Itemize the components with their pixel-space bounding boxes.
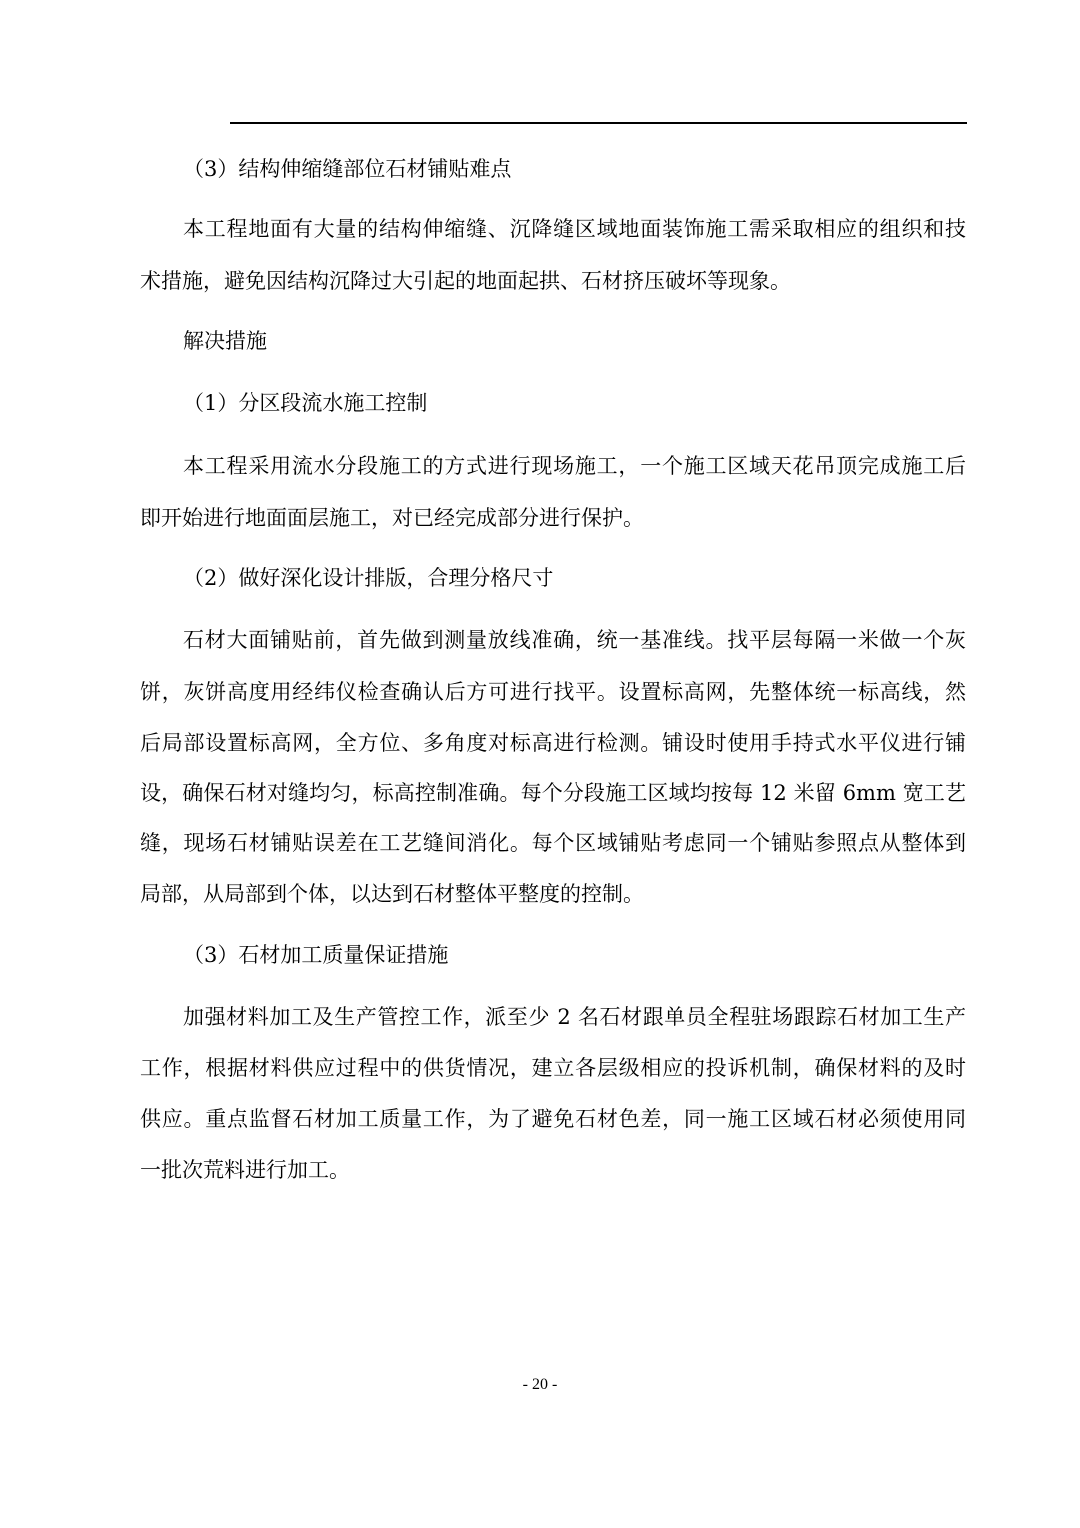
paragraph-line: 石材大面铺贴前，首先做到测量放线准确，统一基准线。找平层每隔一米做一个灰 <box>183 628 966 652</box>
section-heading-quality: （3）石材加工质量保证措施 <box>183 943 449 967</box>
paragraph-line: 设，确保石材对缝均匀，标高控制准确。每个分段施工区域均按每 12 米留 6mm 宽工艺 <box>140 781 966 805</box>
paragraph-line: 本工程采用流水分段施工的方式进行现场施工，一个施工区域天花吊顶完成施工后 <box>183 454 966 478</box>
paragraph-line: 饼，灰饼高度用经纬仪检查确认后方可进行找平。设置标高网，先整体统一标高线，然 <box>140 680 966 704</box>
section-heading-zoning: （1）分区段流水施工控制 <box>183 391 428 415</box>
header-rule <box>230 122 967 124</box>
paragraph-line: 本工程地面有大量的结构伸缩缝、沉降缝区域地面装饰施工需采取相应的组织和技 <box>183 217 966 241</box>
paragraph-line: 供应。重点监督石材加工质量工作，为了避免石材色差，同一施工区域石材必须使用同 <box>140 1107 966 1131</box>
paragraph-line: 局部，从局部到个体，以达到石材整体平整度的控制。 <box>140 882 644 906</box>
paragraph-line: 即开始进行地面面层施工，对已经完成部分进行保护。 <box>140 506 644 530</box>
section-heading-solutions: 解决措施 <box>183 329 267 353</box>
paragraph-line: 缝，现场石材铺贴误差在工艺缝间消化。每个区域铺贴考虑同一个铺贴参照点从整体到 <box>140 831 966 855</box>
page-number: - 20 - <box>522 1376 558 1393</box>
section-heading-layout-design: （2）做好深化设计排版，合理分格尺寸 <box>183 566 554 590</box>
paragraph-line: 术措施，避免因结构沉降过大引起的地面起拱、石材挤压破坏等现象。 <box>140 269 791 293</box>
paragraph-line: 一批次荒料进行加工。 <box>140 1158 350 1182</box>
section-heading-expansion-joint: （3）结构伸缩缝部位石材铺贴难点 <box>183 157 512 181</box>
paragraph-line: 后局部设置标高网，全方位、多角度对标高进行检测。铺设时使用手持式水平仪进行铺 <box>140 731 966 755</box>
paragraph-line: 工作，根据材料供应过程中的供货情况，建立各层级相应的投诉机制，确保材料的及时 <box>140 1056 966 1080</box>
paragraph-line: 加强材料加工及生产管控工作，派至少 2 名石材跟单员全程驻场跟踪石材加工生产 <box>183 1005 966 1029</box>
